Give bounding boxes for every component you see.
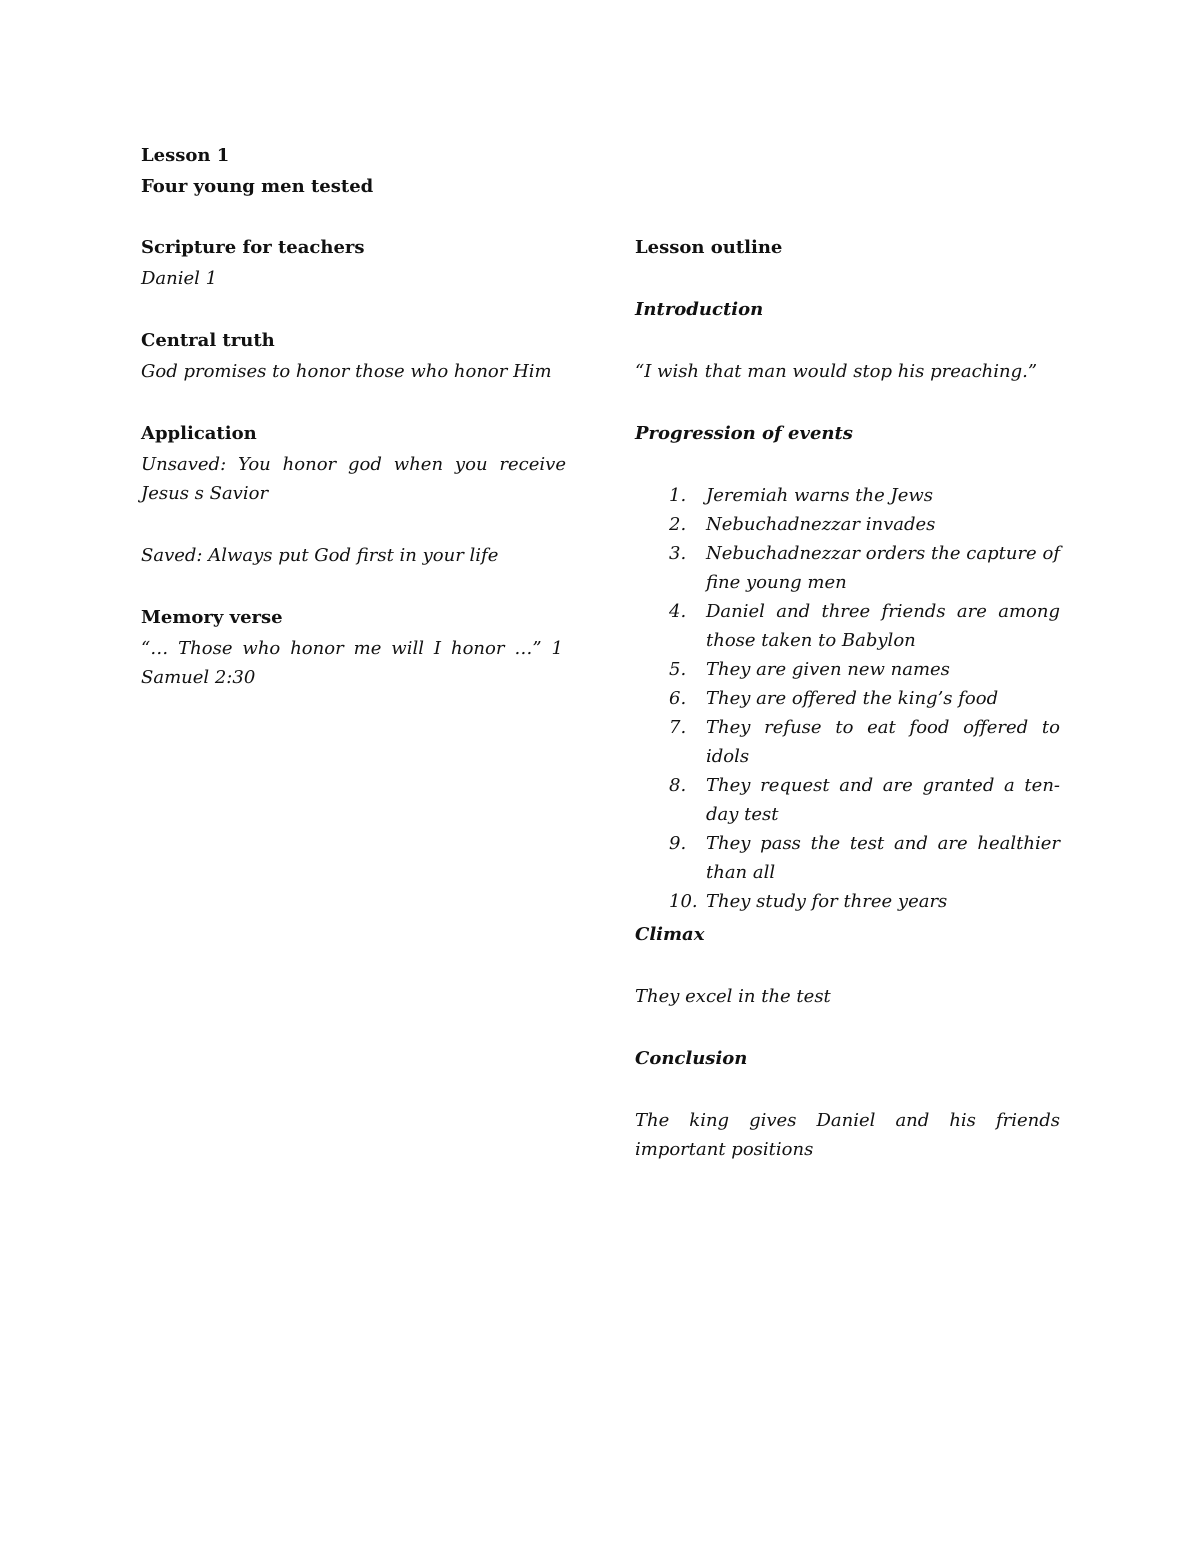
conclusion-heading: Conclusion (635, 1048, 748, 1069)
list-item-number: 2. (669, 514, 687, 535)
list-item (635, 713, 1060, 771)
list-item (635, 510, 1060, 539)
list-item-text: They pass the test and are healthier than all (706, 833, 1060, 883)
list-item-text: Jeremiah warns the Jews (706, 485, 934, 506)
list-item-text: Nebuchadnezzar orders the capture of fine young men (706, 543, 1060, 593)
introduction-heading: Introduction (635, 299, 764, 320)
list-item-number: 5. (669, 659, 687, 680)
central-truth-text: God promises to honor those who honor Him (141, 361, 552, 382)
list-item-text: They are given new names (706, 659, 950, 680)
conclusion-text: The king gives Daniel and his friends important positions (635, 1110, 1060, 1160)
introduction-text: “I wish that man would stop his preaching.” (635, 361, 1038, 382)
list-item-number: 6. (669, 688, 687, 709)
list-item-text: They study for three years (706, 891, 948, 912)
list-item (635, 887, 1060, 916)
application-saved: Saved: Always put God first in your life (141, 545, 499, 566)
climax-text: They excel in the test (635, 986, 831, 1007)
list-item-number: 9. (669, 833, 687, 854)
scripture-heading: Scripture for teachers (141, 237, 365, 258)
list-item (635, 481, 1060, 510)
lesson-title: Four young men tested (141, 176, 374, 197)
list-item-text: They request and are granted a ten-day test (706, 775, 1060, 825)
memory-verse-text: “… Those who honor me will I honor …” 1 Samuel 2:30 (141, 638, 563, 688)
list-item-number: 8. (669, 775, 687, 796)
application-unsaved: Unsaved: You honor god when you receive Jesus s Savior (141, 454, 566, 504)
list-item (635, 829, 1060, 887)
list-item-text: They are offered the king’s food (706, 688, 999, 709)
list-item-number: 4. (669, 601, 687, 622)
central-truth-heading: Central truth (141, 330, 275, 351)
list-item-text: Nebuchadnezzar invades (706, 514, 936, 535)
list-item (635, 539, 1060, 597)
memory-verse-heading: Memory verse (141, 607, 283, 628)
list-item-number: 1. (669, 485, 687, 506)
list-item (635, 597, 1060, 655)
scripture-text: Daniel 1 (141, 268, 218, 289)
list-item-number: 7. (669, 717, 687, 738)
list-item (635, 684, 1060, 713)
list-item-number: 10. (669, 891, 698, 912)
list-item-text: Daniel and three friends are among those taken to Babylon (706, 601, 1060, 651)
progression-list (635, 481, 1060, 916)
list-item-number: 3. (669, 543, 687, 564)
application-heading: Application (141, 423, 257, 444)
climax-heading: Climax (635, 924, 705, 945)
progression-heading: Progression of events (635, 423, 853, 444)
list-item-text: They refuse to eat food offered to idols (706, 717, 1060, 767)
lesson-number: Lesson 1 (141, 145, 230, 166)
list-item (635, 655, 1060, 684)
lesson-outline-heading: Lesson outline (635, 237, 783, 258)
list-item (635, 771, 1060, 829)
